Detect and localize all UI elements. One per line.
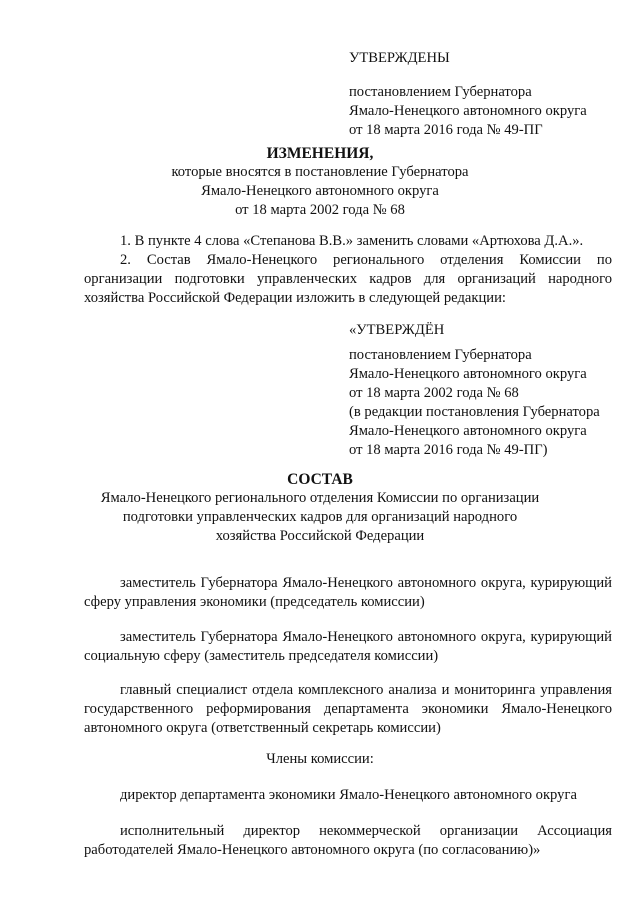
approval-line: Ямало-Ненецкого автономного округа <box>349 366 587 382</box>
approval-line: от 18 марта 2016 года № 49-ПГ) <box>349 442 548 458</box>
changes-paragraph: 2. Состав Ямало-Ненецкого регионального отделения Комиссии по организации подготовки управленческих кадров для организаций народного хозяйства Российской Федерации изложить в следующей редакции: <box>84 252 612 306</box>
changes-header <box>0 144 640 220</box>
approval-heading: «УТВЕРЖДЁН <box>349 322 445 338</box>
approval-line: от 18 марта 2002 года № 68 <box>349 385 519 401</box>
members-heading: Члены комиссии: <box>266 751 374 767</box>
composition-subtitle-line: хозяйства Российской Федерации <box>215 528 425 544</box>
approval-line: постановлением Губернатора <box>349 347 532 363</box>
member-entry <box>84 628 612 666</box>
changes-subtitle-line: которые вносятся в постановление Губернатора <box>171 164 469 180</box>
member-text: исполнительный директор некоммерческой организации Ассоциация работодателей Ямало-Ненецкого автономного округа (по согласованию)» <box>84 823 612 858</box>
member-entry <box>84 574 612 612</box>
composition-title: СОСТАВ <box>287 471 353 488</box>
member-entry <box>84 681 612 738</box>
member-text: заместитель Губернатора Ямало-Ненецкого автономного округа, курирующий сферу управления экономики (председатель комиссии) <box>84 575 612 610</box>
composition-subtitle-line: подготовки управленческих кадров для организаций народного <box>122 509 518 525</box>
changes-title: ИЗМЕНЕНИЯ, <box>266 145 374 162</box>
approval-line: от 18 марта 2016 года № 49-ПГ <box>349 122 543 138</box>
composition-header <box>0 470 640 546</box>
approval-line: (в редакции постановления Губернатора <box>349 404 600 420</box>
changes-subtitle-line: Ямало-Ненецкого автономного округа <box>201 183 439 199</box>
approval-line: Ямало-Ненецкого автономного округа <box>349 423 587 439</box>
member-text: главный специалист отдела комплексного анализа и мониторинга управления государственного реформирования департамента экономики Ямало-Ненецкого автономного округа (ответственный секретарь комиссии) <box>84 682 612 736</box>
member-entry <box>84 786 612 805</box>
approval-block-top <box>349 49 587 140</box>
member-text: директор департамента экономики Ямало-Ненецкого автономного округа <box>120 787 577 803</box>
approval-heading: УТВЕРЖДЕНЫ <box>349 50 450 66</box>
approval-block-inner <box>349 321 600 460</box>
composition-subtitle-line: Ямало-Ненецкого регионального отделения Комиссии по организации <box>100 490 540 506</box>
approval-line: Ямало-Ненецкого автономного округа <box>349 103 587 119</box>
changes-body <box>84 232 612 308</box>
member-text: заместитель Губернатора Ямало-Ненецкого автономного округа, курирующий социальную сферу (заместитель председателя комиссии) <box>84 629 612 664</box>
changes-subtitle-line: от 18 марта 2002 года № 68 <box>235 202 405 218</box>
changes-paragraph: 1. В пункте 4 слова «Степанова В.В.» заменить словами «Артюхова Д.А.». <box>120 233 584 249</box>
approval-line: постановлением Губернатора <box>349 84 532 100</box>
member-entry <box>84 822 612 860</box>
